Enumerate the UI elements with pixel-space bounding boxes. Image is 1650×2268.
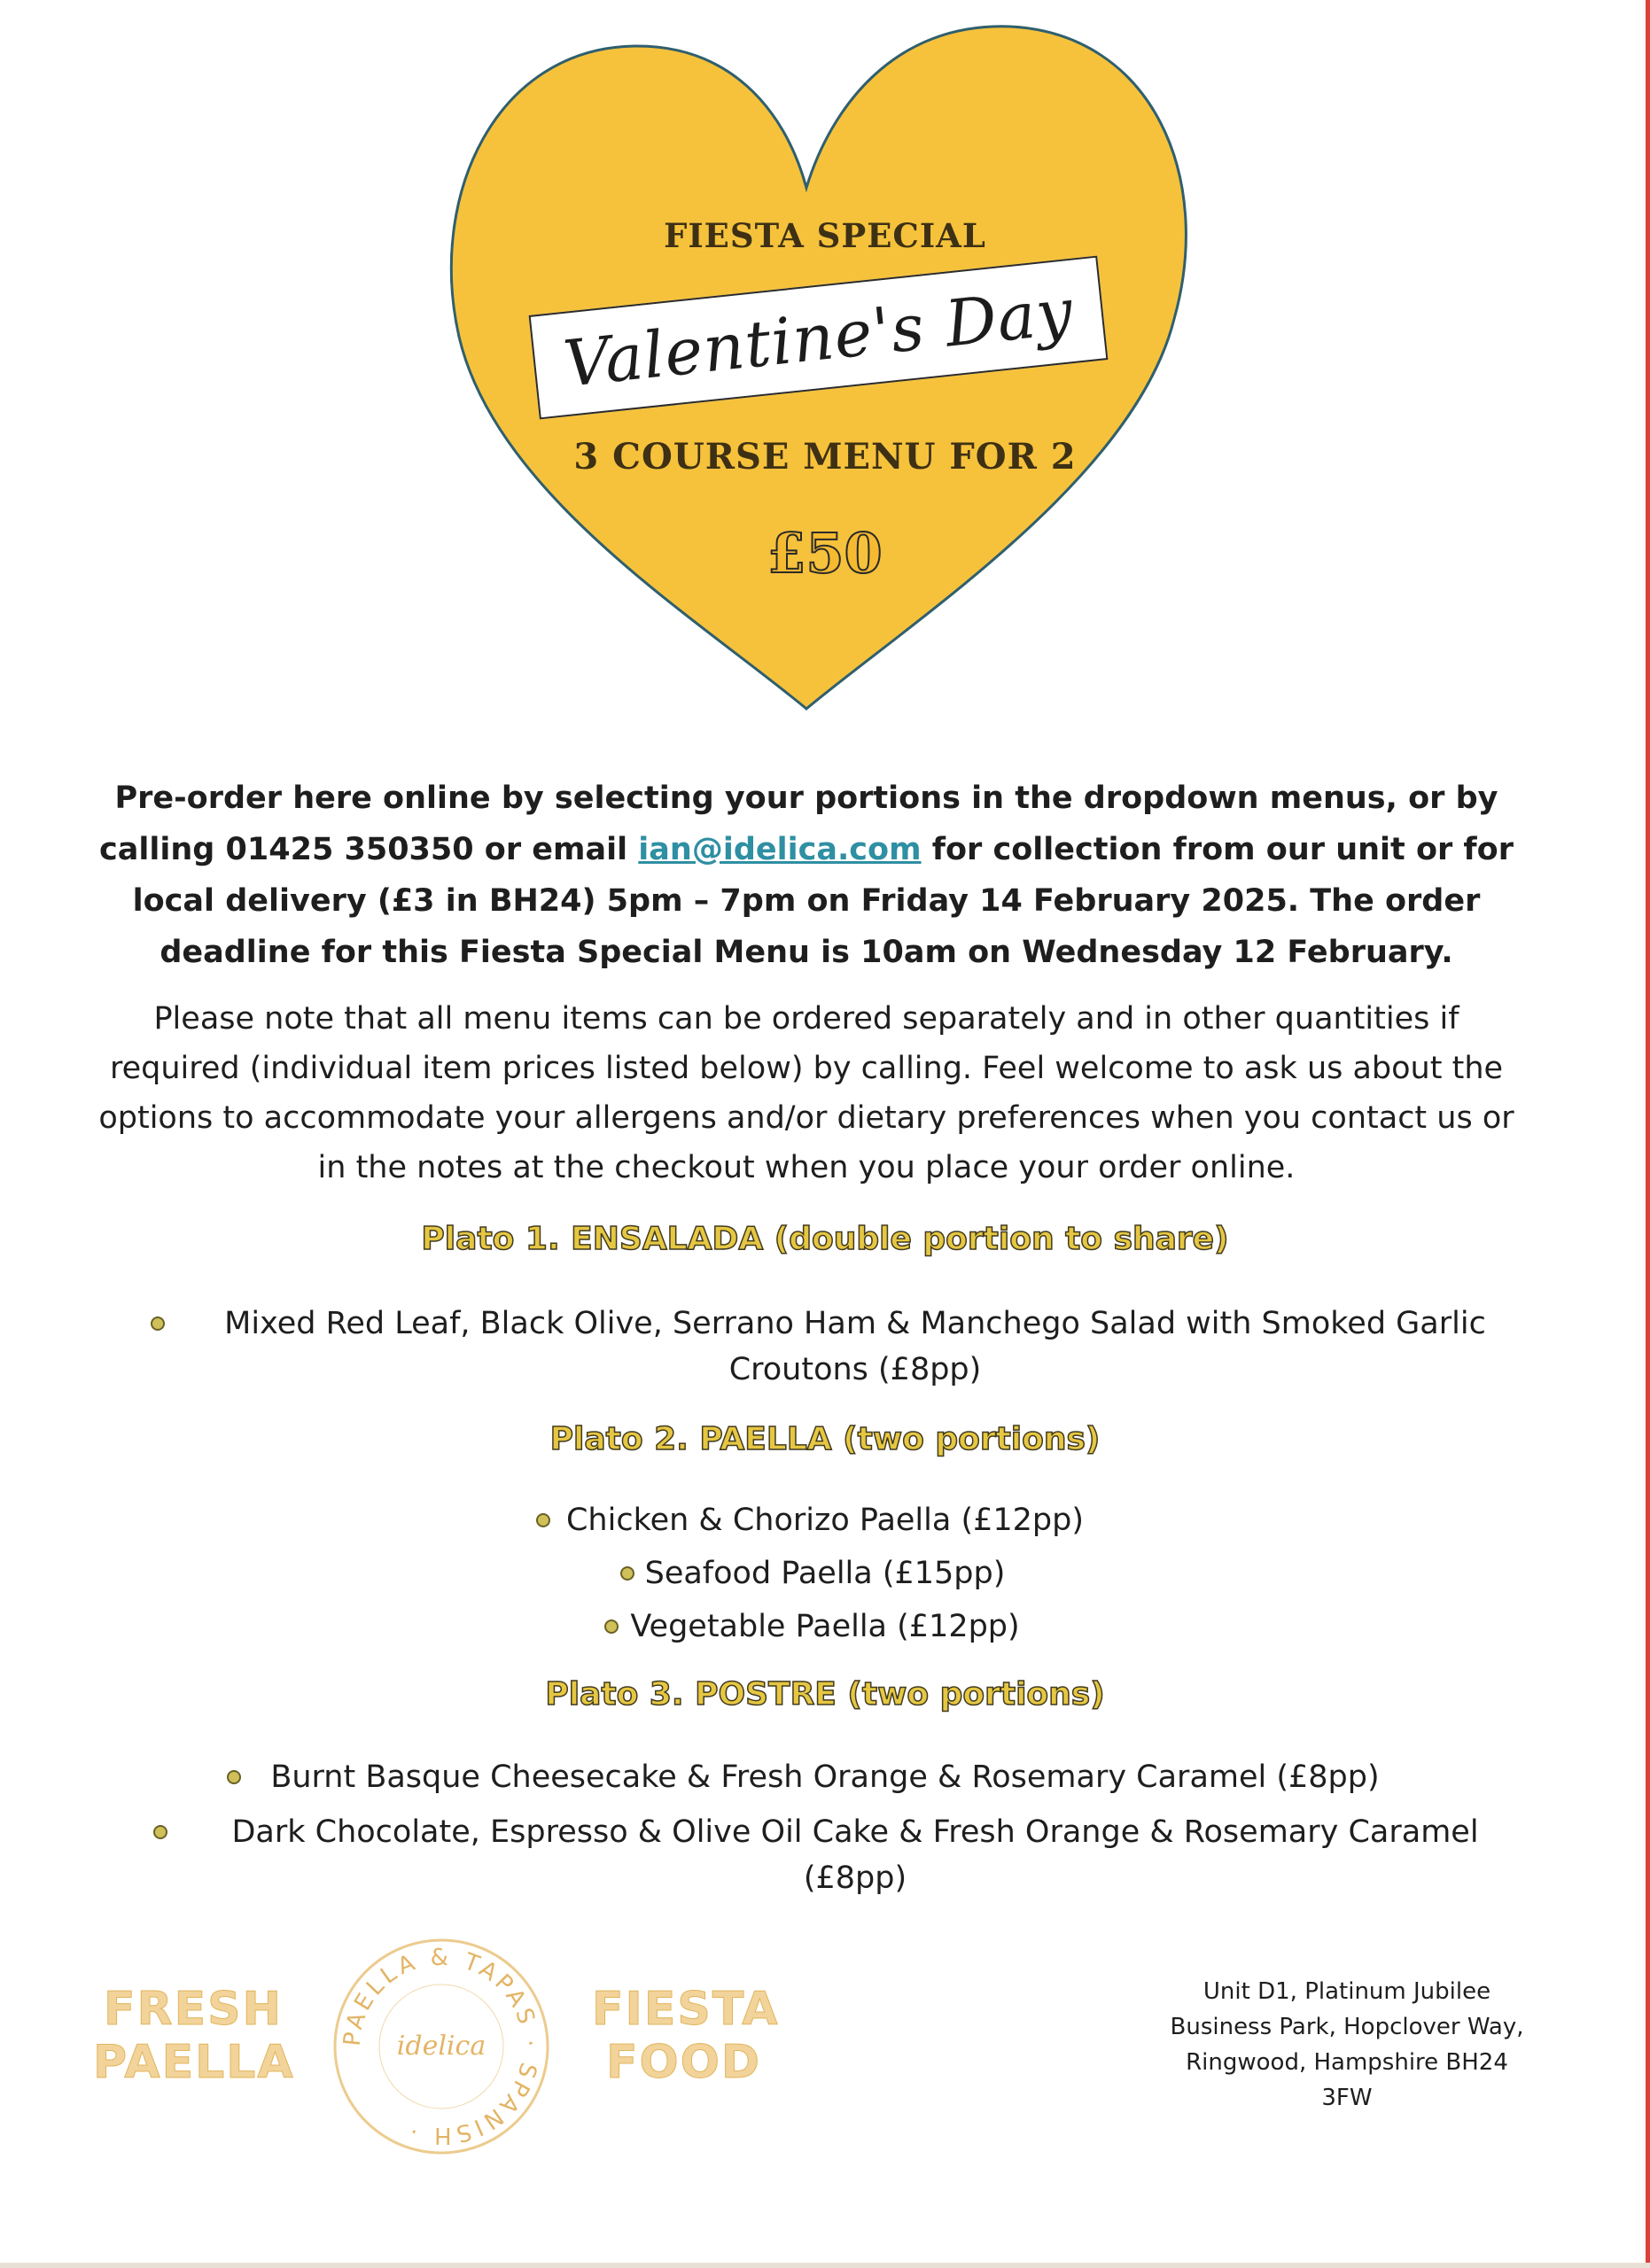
preorder-intro	[97, 773, 1515, 978]
section-title-postre: Plato 3. POSTRE (two portions)	[545, 1676, 1105, 1713]
list-item: Seafood Paella (£15pp)	[0, 1550, 1650, 1596]
banner-text: Valentine's Day	[560, 274, 1077, 401]
bullet-icon	[227, 1770, 241, 1784]
idelica-stamp-logo	[331, 1936, 552, 2157]
list-item: Burnt Basque Cheesecake & Fresh Orange & Rosemary Caramel (£8pp)	[0, 1754, 1650, 1800]
order-note: Please note that all menu items can be ordered separately and in other quantities if required (individual item prices listed below) by calling. Feel welcome to ask us about the options to accommodate your allergens and/or dietary preferences when you contact us or in the notes at the checkout when you place your order online.	[98, 1001, 1514, 1185]
bullet-icon	[151, 1317, 165, 1331]
list-item: Chicken & Chorizo Paella (£12pp)	[0, 1497, 1650, 1543]
heart-header	[0, 0, 1650, 726]
list-item: Vegetable Paella (£12pp)	[0, 1604, 1650, 1650]
list-item: Mixed Red Leaf, Black Olive, Serrano Ham & Manchego Salad with Smoked Garlic Croutons (£8pp)	[177, 1301, 1533, 1393]
intro-text-1: Pre-order here online by selecting your portions in the dropdown menus, or by calling 01425 350350 or email	[99, 781, 1498, 867]
section-title-paella: Plato 2. PAELLA (two portions)	[549, 1421, 1101, 1457]
heading-fiesta-special: FIESTA SPECIAL	[664, 216, 986, 255]
bullet-icon	[536, 1513, 550, 1527]
email-link[interactable]: ian@idelica.com	[638, 832, 922, 867]
stamp-center-text: idelica	[396, 2031, 486, 2062]
business-address: Unit D1, Platinum Jubilee Business Park, Hopclover Way, Ringwood, Hampshire BH24 3FW	[1170, 1978, 1524, 2111]
page-bottom-edge	[0, 2263, 1650, 2268]
list-item: Dark Chocolate, Espresso & Olive Oil Cake & Fresh Orange & Rosemary Caramel (£8pp)	[191, 1809, 1520, 1901]
heading-course-menu: 3 COURSE MENU FOR 2	[573, 436, 1077, 478]
section-title-ensalada: Plato 1. ENSALADA (double portion to share)	[421, 1221, 1229, 1257]
stamp-ring-text: PAELLA & TAPAS · SPANISH ·	[339, 1944, 544, 2149]
bullet-icon	[620, 1566, 634, 1581]
menu-price: £50	[767, 521, 883, 586]
bullet-icon	[153, 1825, 167, 1839]
fresh-paella-logo: FRESH PAELLA	[93, 1983, 295, 2089]
bullet-icon	[604, 1619, 619, 1634]
fiesta-food-logo: FIESTA FOOD	[592, 1983, 780, 2089]
intro-text-2: for collection from our unit or for local delivery (£3 in BH24) 5pm – 7pm on Friday 14 February 2025. The order deadline for this Fiesta Special Menu is 10am on Wednesday 12 February.	[132, 832, 1514, 970]
